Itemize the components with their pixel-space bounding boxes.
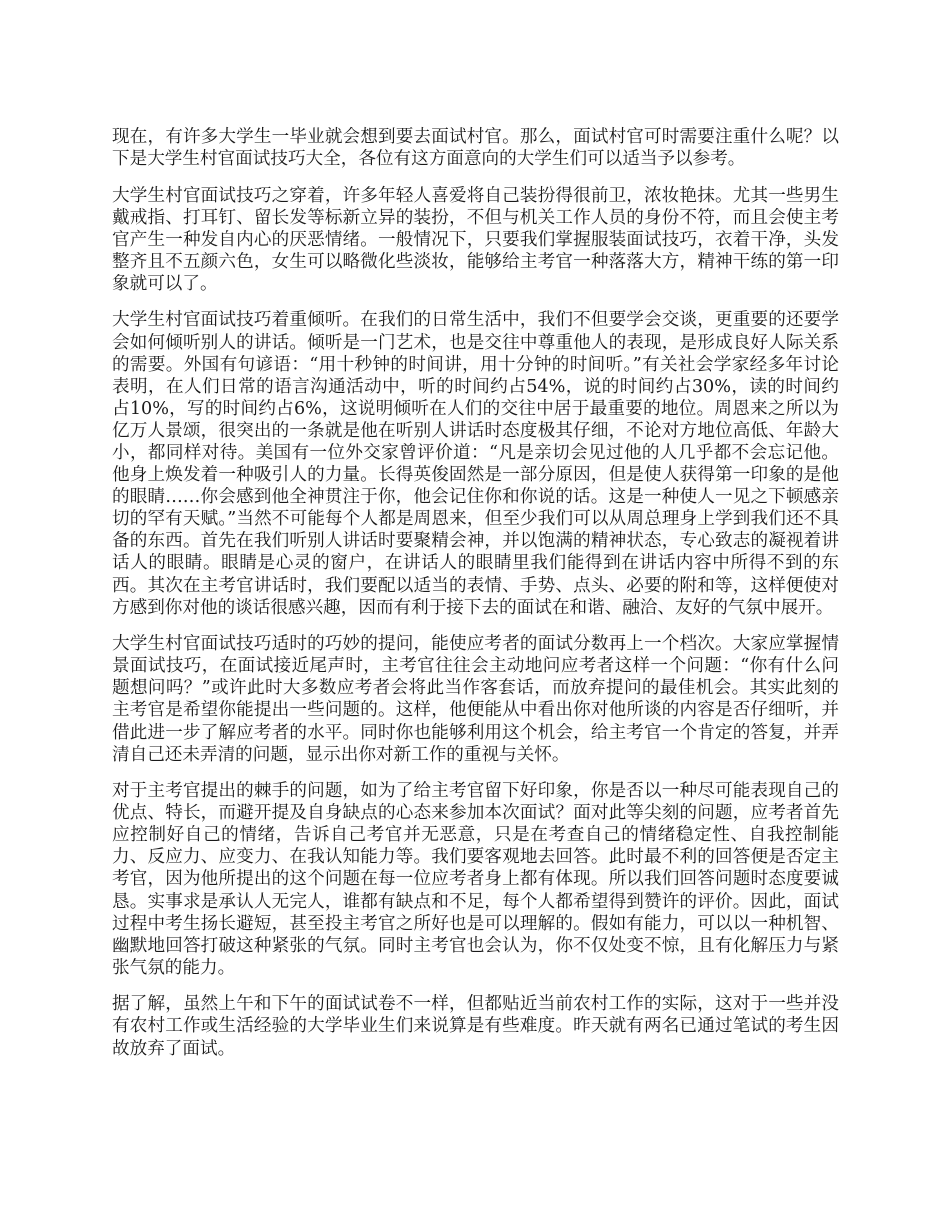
paragraph-closing: 据了解，虽然上午和下午的面试试卷不一样，但都贴近当前农村工作的实际，这对于一些并没有农村工作或生活经验的大学毕业生们来说算是有些难度。昨天就有两名已通过笔试的考生因故放弃了面试。 [112,994,839,1059]
document-body [112,126,839,1074]
paragraph-tough-questions: 对于主考官提出的棘手的问题，如为了给主考官留下好印象，你是否以一种尽可能表现自己的优点、特长，而避开提及自身缺点的心态来参加本次面试？面对此等尖刻的问题，应考者首先应控制好自己的情绪，告诉自己考官并无恶意，只是在考查自己的情绪稳定性、自我控制能力、反应力、应变力、在我认知能力等。我们要客观地去回答。此时最不利的回答便是否定主考官，因为他所提出的这个问题在每一位应考者身上都有体现。所以我们回答问题时态度要诚恳。实事求是承认人无完人，谁都有缺点和不足，每个人都希望得到赞许的评价。因此，面试过程中考生扬长避短，甚至投主考官之所好也是可以理解的。假如有能力，可以以一种机智、幽默地回答打破这种紧张的气氛。同时主考官也会认为，你不仅处变不惊，且有化解压力与紧张气氛的能力。 [112,781,839,978]
paragraph-listening: 大学生村官面试技巧着重倾听。在我们的日常生活中，我们不但要学会交谈，更重要的还要学会如何倾听别人的讲话。倾听是一门艺术，也是交往中尊重他人的表现，是形成良好人际关系的需要。外国有句谚语：“用十秒钟的时间讲，用十分钟的时间听。”有关社会学家经多年讨论表明，在人们日常的语言沟通活动中，听的时间约占54%，说的时间约占30%，读的时间约占10%，写的时间约占6%，这说明倾听在人们的交往中居于最重要的地位。周恩来之所以为亿万人景颂，很突出的一条就是他在听别人讲话时态度极其仔细，不论对方地位高低、年龄大小，都同样对待。美国有一位外交家曾评价道：“凡是亲切会见过他的人几乎都不会忘记他。他身上焕发着一种吸引人的力量。长得英俊固然是一部分原因，但是使人获得第一印象的是他的眼睛……你会感到他全神贯注于你，他会记住你和你说的话。这是一种使人一见之下顿感亲切的罕有天赋。”当然不可能每个人都是周恩来，但至少我们可以从周总理身上学到我们还不具备的东西。首先在我们听别人讲话时要聚精会神，并以饱满的精神状态，专心致志的凝视着讲话人的眼睛。眼睛是心灵的窗户，在讲话人的眼睛里我们能得到在讲话内容中所得不到的东西。其次在主考官讲话时，我们要配以适当的表情、手势、点头、必要的附和等，这样便使对方感到你对他的谈话很感兴趣，因而有利于接下去的面试在和谐、融洽、友好的气氛中展开。 [112,310,839,618]
paragraph-questions: 大学生村官面试技巧适时的巧妙的提问，能使应考者的面试分数再上一个档次。大家应掌握情景面试技巧，在面试接近尾声时，主考官往往会主动地问应考者这样一个问题：“你有什么问题想问吗？”或许此时大多数应考者会将此当作客套话，而放弃提问的最佳机会。其实此刻的主考官是希望你能提出一些问题的。这样，他便能从中看出你对他所谈的内容是否仔细听，并借此进一步了解应考者的水平。同时你也能够利用这个机会，给主考官一个肯定的答复，并弄清自己还未弄清的问题，显示出你对新工作的重视与关怀。 [112,634,839,765]
paragraph-attire: 大学生村官面试技巧之穿着，许多年轻人喜爱将自己装扮得很前卫，浓妆艳抹。尤其一些男生戴戒指、打耳钉、留长发等标新立异的装扮，不但与机关工作人员的身份不符，而且会使主考官产生一种发自内心的厌恶情绪。一般情况下，只要我们掌握服装面试技巧，衣着干净，头发整齐且不五颜六色，女生可以略微化些淡妆，能够给主考官一种落落大方，精神干练的第一印象就可以了。 [112,185,839,294]
paragraph-intro: 现在，有许多大学生一毕业就会想到要去面试村官。那么，面试村官可时需要注重什么呢？以下是大学生村官面试技巧大全，各位有这方面意向的大学生们可以适当予以参考。 [112,127,839,170]
